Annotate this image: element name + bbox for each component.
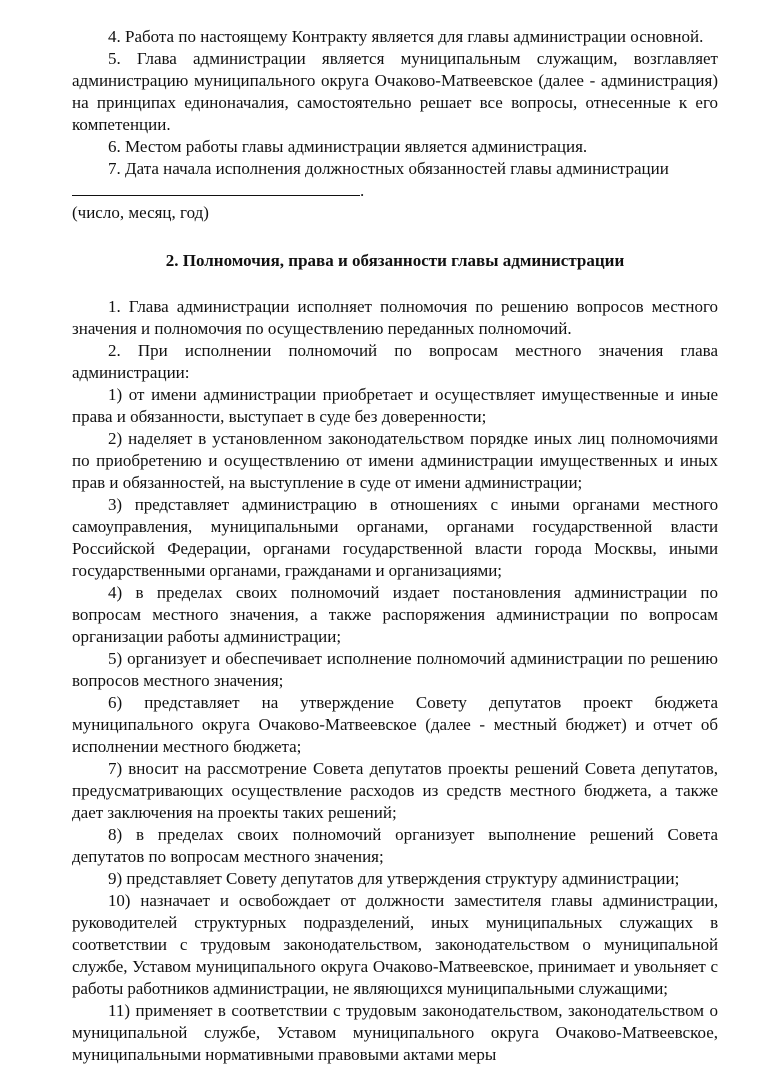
clause-4: 4. Работа по настоящему Контракту является для главы администрации основной. xyxy=(108,27,704,46)
list-item-4: 4) в пределах своих полномочий издает постановления администрации по вопросам местного значения, а также распоряжения администрации по вопросам организации работы администрации; xyxy=(72,583,718,646)
document-page xyxy=(72,26,718,1066)
list-item-5: 5) организует и обеспечивает исполнение полномочий администрации по решению вопросов местного значения; xyxy=(72,649,718,690)
list-item-2: 2) наделяет в установленном законодательством порядке иных лиц полномочиями по приобретению и осуществлению от имени администрации имущественных и иных прав и обязанностей, на выступление в суде от имени администрации; xyxy=(72,429,718,492)
list-item-10: 10) назначает и освобождает от должности заместителя главы администрации, руководителей структурных подразделений, иных муниципальных служащих в соответствии с трудовым законодательством, законодательством о муниципальной службе, Уставом муниципального округа Очаково-Матвеевское, принимает и увольняет с работы работников администрации, не являющихся муниципальными служащими; xyxy=(72,891,718,998)
list-item-9: 9) представляет Совету депутатов для утверждения структуру администрации; xyxy=(108,869,680,888)
list-item-1: 1) от имени администрации приобретает и осуществляет имущественные и иные права и обязанности, выступает в суде без доверенности; xyxy=(72,385,718,426)
date-blank-end: . xyxy=(360,181,365,200)
list-item-3: 3) представляет администрацию в отношениях с иными органами местного самоуправления, муниципальными органами, органами государственной власти Российской Федерации, органами государственной власти города Москвы, иными государственными органами, гражданами и организациями; xyxy=(72,495,718,580)
section-heading: 2. Полномочия, права и обязанности главы администрации xyxy=(165,251,625,270)
section-paragraph: 2. При исполнении полномочий по вопросам местного значения глава администрации: xyxy=(72,341,718,382)
list-item-6: 6) представляет на утверждение Совету депутатов проект бюджета муниципального округа Очаково-Матвеевское (далее - местный бюджет) и отчет об исполнении местного бюджета; xyxy=(72,693,718,756)
section-paragraph: 1. Глава администрации исполняет полномочия по решению вопросов местного значения и полномочия по осуществлению переданных полномочий. xyxy=(72,297,718,338)
clause-7 xyxy=(72,158,718,180)
list-item-8: 8) в пределах своих полномочий организует выполнение решений Совета депутатов по вопросам местного значения; xyxy=(72,825,718,866)
date-blank-line-row xyxy=(72,180,718,202)
clause-6: 6. Местом работы главы администрации является администрация. xyxy=(108,137,588,156)
clause-7-text: 7. Дата начала исполнения должностных обязанностей главы администрации xyxy=(108,159,669,178)
list-item-11: 11) применяет в соответствии с трудовым законодательством, законодательством о муниципальной службе, Уставом муниципального округа Очаково-Матвеевское, муниципальными нормативными правовыми актами меры xyxy=(72,1001,718,1064)
clause-5: 5. Глава администрации является муниципальным служащим, возглавляет администрацию муниципального округа Очаково-Матвеевское (далее - администрация) на принципах единоначалия, самостоятельно решает все вопросы, отнесенные к его компетенции. xyxy=(72,49,718,134)
list-item-7: 7) вносит на рассмотрение Совета депутатов проекты решений Совета депутатов, предусматривающих осуществление расходов из средств местного бюджета, а также дает заключения на проекты таких решений; xyxy=(72,759,718,822)
date-hint: (число, месяц, год) xyxy=(72,203,209,222)
date-blank-line xyxy=(72,181,360,196)
